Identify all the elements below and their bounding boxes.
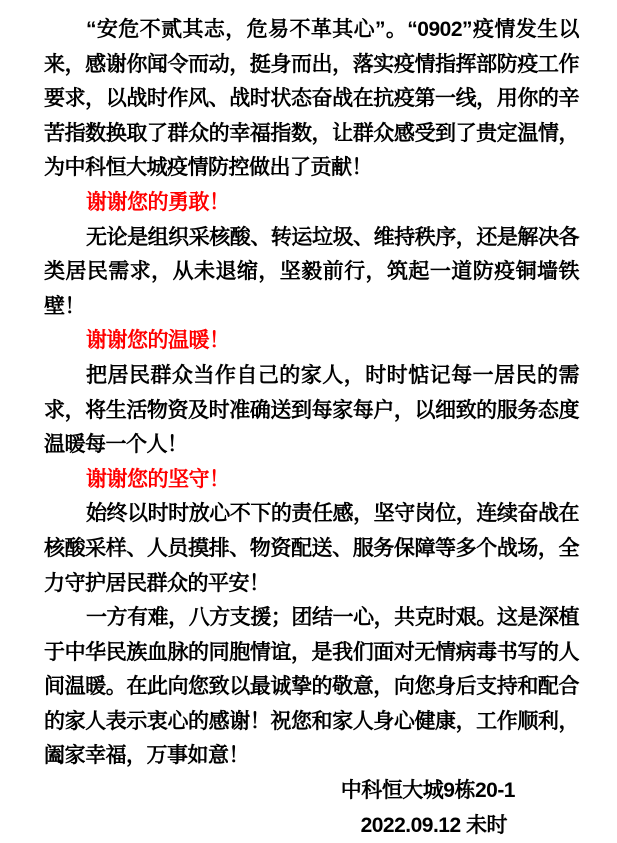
heading-perseverance: 谢谢您的坚守！ [86,467,230,491]
signature-date: 2022.09.12 未时 [360,813,507,837]
paragraph-intro: “安危不贰其志，危易不革其心”。“0902”疫情发生以来，感谢你闻令而动，挺身而出，落实疫情指挥部防疫工作要求，以战时作风、战时状态奋战在抗疫第一线，用你的辛苦指数换取了群众的幸福指数，让群众感受到了贵定温情，为中科恒大城疫情防控做出了贡献！ [44,18,579,180]
heading-warmth: 谢谢您的温暖！ [86,329,230,353]
signature-address: 中科恒大城9栋20-1 [340,779,515,803]
paragraph-perseverance: 始终以时时放心不下的责任感，坚守岗位，连续奋战在核酸采样、人员摸排、物资配送、服务保障等多个战场，全力守护居民群众的平安！ [44,502,579,595]
heading-bravery: 谢谢您的勇敢！ [86,190,230,214]
paragraph-closing: 一方有难，八方支援；团结一心，共克时艰。这是深植于中华民族血脉的同胞情谊，是我们面对无情病毒书写的人间温暖。在此向您致以最诚挚的敬意，向您身后支持和配合的家人表示衷心的感谢！祝您和家人身心健康，工作顺利，阖家幸福，万事如意！ [44,606,579,768]
paragraph-warmth: 把居民群众当作自己的家人，时时惦记每一居民的需求，将生活物资及时准确送到每家每户，以细致的服务态度温暖每一个人！ [44,363,579,457]
paragraph-bravery: 无论是组织采核酸、转运垃圾、维持秩序，还是解决各类居民需求，从未退缩，坚毅前行，筑起一道防疫铜墙铁壁！ [44,225,579,318]
letter-body [44,13,579,843]
signature-block [44,774,579,843]
